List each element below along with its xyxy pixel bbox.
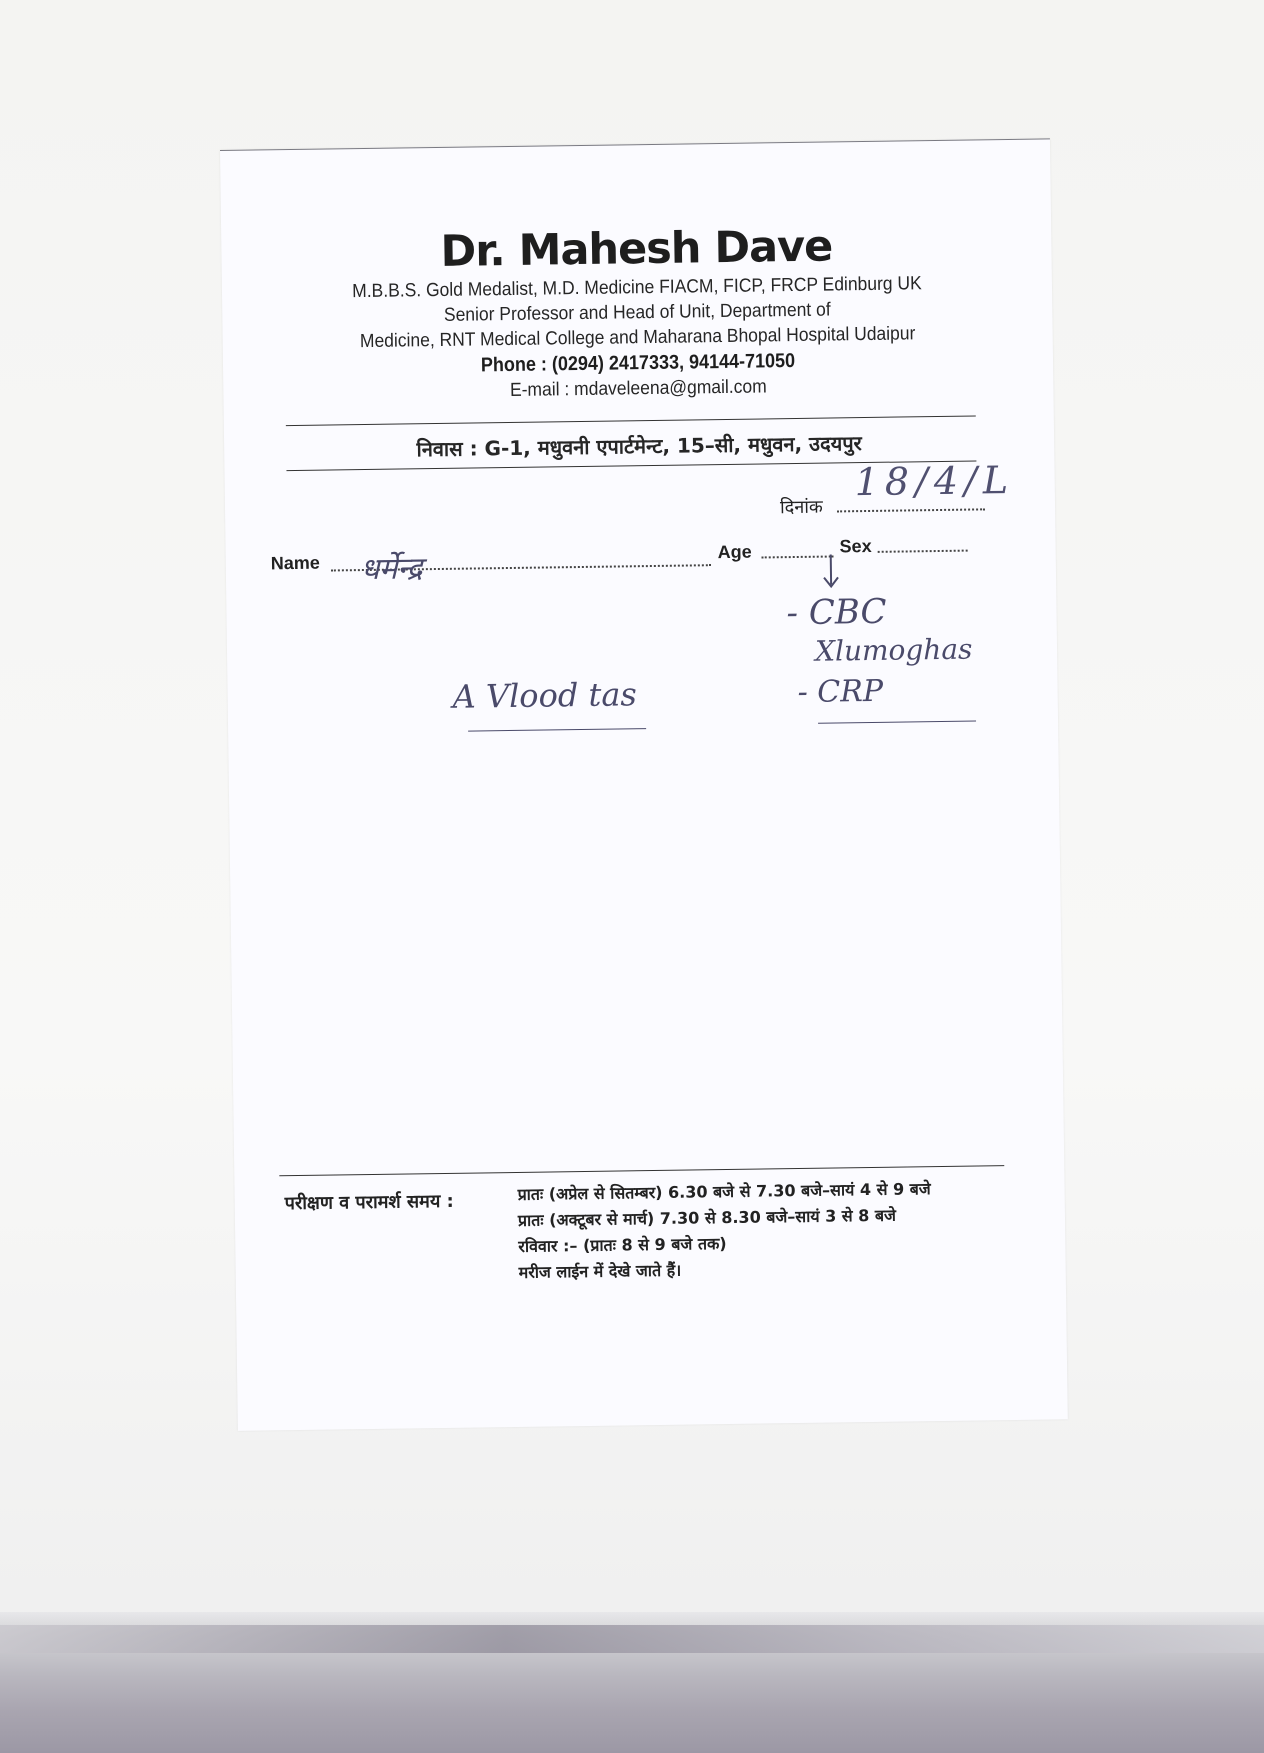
age-label: Age	[717, 541, 752, 563]
timings-line-2: प्रातः (अक्टूबर से मार्च) 7.30 से 8.30 बजे–सायं 3 से 8 बजे	[517, 1205, 897, 1230]
timings-line-1: प्रातः (अप्रेल से सितम्बर) 6.30 बजे से 7.30 बजे–सायं 4 से 9 बजे	[517, 1179, 931, 1204]
residence-address: निवास : G-1, मधुवनी एपार्टमेन्ट, 15–सी, मधुवन, उदयपुर	[416, 431, 862, 462]
position-line-1: Senior Professor and Head of Unit, Department of	[443, 299, 831, 326]
sex-label: Sex	[839, 535, 872, 557]
footer-rule	[279, 1165, 1004, 1176]
rx-left-underline	[468, 728, 646, 731]
rx-item-2: Xlumoghas	[814, 632, 973, 668]
letterhead	[221, 217, 1053, 407]
email-label: E-mail :	[509, 379, 570, 401]
date-handwritten: 18/4/L	[854, 457, 1015, 505]
prescription-sheet	[220, 138, 1068, 1430]
doctor-name: Dr. Mahesh Dave	[440, 221, 833, 277]
phone-label: Phone :	[480, 353, 548, 377]
qualifications: M.B.B.S. Gold Medalist, M.D. Medicine FIACM, FICP, FRCP Edinburg UK	[352, 273, 922, 303]
timings-lines	[517, 1176, 932, 1286]
rx-note-left: A Vlood tas	[452, 675, 638, 716]
rx-item-3: - CRP	[797, 673, 884, 710]
position-line-2: Medicine, RNT Medical College and Maharana Bhopal Hospital Udaipur	[359, 323, 916, 353]
timings-line-3: रविवार :– (प्रातः 8 से 9 बजे तक)	[518, 1234, 727, 1256]
timings-label: परीक्षण व परामर्श समय :	[284, 1190, 454, 1215]
email-value: mdaveleena@gmail.com	[573, 376, 767, 401]
scanner-edge-band	[0, 1625, 1264, 1653]
rx-item-1: - CBC	[786, 591, 887, 634]
arrow-mark	[821, 552, 842, 592]
phone-value: (0294) 2417333, 94144-71050	[551, 349, 796, 376]
timings-line-4: मरीज लाईन में देखे जाते हैं।	[518, 1260, 682, 1282]
date-label: दिनांक	[779, 496, 823, 519]
sex-dotted-line	[878, 550, 968, 553]
name-label: Name	[270, 552, 320, 574]
header-rule-top	[286, 415, 976, 426]
date-dotted-line	[837, 508, 985, 512]
name-handwritten: धर्मेन्द्र	[360, 551, 423, 588]
rx-right-underline	[818, 720, 976, 723]
consultation-timings	[284, 1175, 1044, 1282]
